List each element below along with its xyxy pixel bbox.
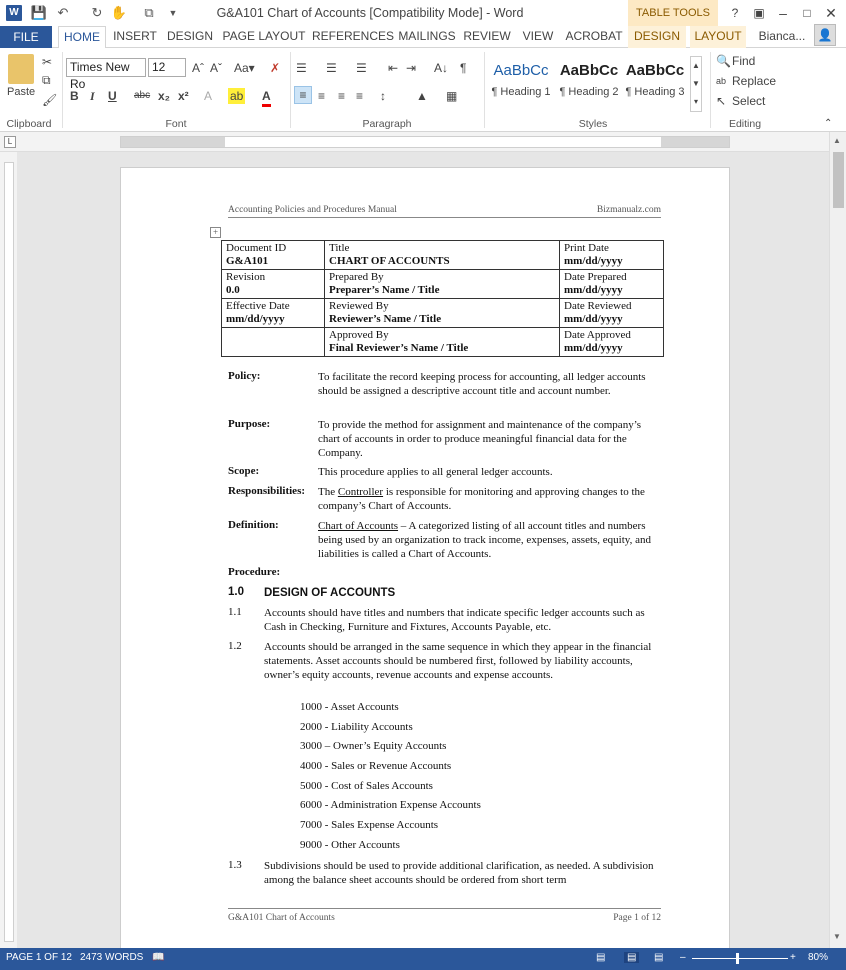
table-tools-label: TABLE TOOLS [628,0,718,26]
style-sample: AaBbCc [493,62,549,79]
def-post: – A categorized listing of all account titles and numbers being used by an organization to track income, expenses, assets, equity, and liabilities is called a Chart of Accounts. [318,520,651,560]
cell-label: Date Prepared [564,271,627,283]
numbering-icon[interactable]: ☰ [326,61,337,75]
account-item: 7000 - Sales Expense Accounts [300,819,439,831]
scroll-up-icon[interactable]: ▲ [833,136,841,145]
account-item: 3000 – Owner’s Equity Accounts [300,740,447,752]
item-text: Accounts should be arranged in the same sequence in which they appear in the financial statements. Asset accounts should be numbered first, followed by liability accounts, owner’s equity accounts, revenue accounts and expense accounts. [264,641,652,681]
user-account[interactable]: Bianca... [758,29,806,43]
purpose-text: To provide the method for assignment and maintenance of the company’s chart of accounts in order to produce meaningful financial data for the Company. [318,419,642,459]
web-layout-icon[interactable]: ▤ [654,952,664,963]
save-icon[interactable]: 💾 [30,5,48,20]
cell-label: Print Date [564,242,609,254]
find-icon[interactable]: 🔍 [716,54,731,68]
cell-label: Revision [226,271,266,283]
document-page[interactable] [120,167,730,948]
cell-label: Title [329,242,350,254]
window-title: G&A101 Chart of Accounts [Compatibility Mode] - Word [216,6,524,20]
ribbon-tabs [0,26,846,48]
replace-button[interactable]: Replace [732,74,777,88]
responsibilities-text [318,485,663,513]
chart-of-accounts-term: Chart of Accounts [318,520,399,532]
styles-more-icon[interactable]: ▲ ▼ ▾ [690,56,702,112]
account-item: 6000 - Administration Expense Accounts [300,799,481,811]
style-name: ¶ Heading 2 [559,86,619,98]
item-number: 1.2 [228,640,242,652]
style-sample: AaBbCc [559,62,619,79]
cell-value: mm/dd/yyyy [564,284,623,296]
definition-text [318,519,663,561]
tab-home[interactable]: HOME [58,26,106,49]
copy-icon[interactable]: ⧉ [42,73,51,87]
cell-label: Reviewed By [329,300,389,312]
cell-label: Date Reviewed [564,300,632,312]
zoom-out-icon[interactable]: – [680,952,686,963]
table-cell[interactable] [222,270,325,299]
status-bar [0,948,846,970]
tab-acrobat[interactable]: ACROBAT [565,29,623,43]
customize-qat-icon[interactable]: ▼ [168,8,178,18]
title-bar [0,0,846,26]
item-number: 1.3 [228,859,242,871]
superscript-icon[interactable]: x² [178,89,189,103]
find-button[interactable]: Find [732,54,756,68]
document-info-table [221,240,664,357]
tab-table-design[interactable]: DESIGN [628,26,686,48]
italic-icon[interactable]: I [90,89,95,103]
section-number: 1.0 [228,586,244,598]
select-button[interactable]: Select [732,94,766,108]
table-cell[interactable] [560,328,664,357]
close-icon[interactable]: ✕ [825,5,837,21]
cell-value: mm/dd/yyyy [564,255,623,267]
cell-value: mm/dd/yyyy [564,342,623,354]
cell-label: Date Approved [564,329,631,341]
scroll-down-icon[interactable]: ▼ [833,932,841,941]
maximize-icon[interactable]: □ [803,6,811,20]
footer-left: G&A101 Chart of Accounts [228,913,335,923]
clipboard-group-label: Clipboard [6,118,52,130]
table-cell[interactable] [222,299,325,328]
cell-label: Prepared By [329,271,384,283]
minimize-icon[interactable]: – [779,5,787,21]
footer-right: Page 1 of 12 [613,913,661,923]
align-left-icon[interactable]: ≡ [294,86,312,104]
cell-label: Effective Date [226,300,290,312]
bullets-icon[interactable]: ☰ [296,61,307,75]
cell-value: CHART OF ACCOUNTS [329,255,450,267]
header-right: Bizmanualz.com [596,205,661,215]
account-item: 9000 - Other Accounts [300,839,400,851]
account-item: 2000 - Liability Accounts [300,721,413,733]
scope-text: This procedure applies to all general ledger accounts. [318,466,553,478]
strikethrough-icon[interactable]: abc [134,90,151,101]
text-effects-icon[interactable]: A [204,89,213,103]
tab-table-layout[interactable]: LAYOUT [690,26,746,48]
style-sample: AaBbCc [625,62,685,79]
ribbon-display-icon[interactable]: ▣ [753,6,765,20]
cell-value: 0.0 [226,284,240,296]
multilevel-list-icon[interactable]: ☰ [356,61,367,75]
cell-value: Reviewer’s Name / Title [329,313,442,325]
horizontal-ruler[interactable] [0,132,846,152]
avatar[interactable]: 👤 [814,24,836,46]
responsibilities-label: Responsibilities: [228,485,306,497]
undo-icon[interactable]: ↶ [57,5,69,20]
table-cell[interactable] [325,241,560,270]
definition-label: Definition: [228,519,279,531]
cell-label: Document ID [226,242,287,254]
account-item: 4000 - Sales or Revenue Accounts [300,760,452,772]
account-item: 5000 - Cost of Sales Accounts [300,780,433,792]
policy-text: To facilitate the record keeping process for accounting, all ledger accounts should be assigned a descriptive account title and account number. [318,371,646,397]
format-painter-icon[interactable]: 🖌 [42,93,58,107]
subscript-icon[interactable]: x₂ [158,89,171,103]
ribbon [0,48,846,132]
scroll-thumb[interactable] [833,152,844,208]
proofing-icon[interactable]: 📖 [152,952,165,963]
font-color-icon[interactable]: A [262,88,271,107]
table-cell[interactable] [222,328,325,357]
tab-mailings[interactable]: MAILINGS [398,29,456,43]
tab-insert[interactable]: INSERT [113,29,157,43]
sort-icon[interactable]: A↓ [434,61,449,75]
table-cell[interactable] [560,299,664,328]
font-name-combo[interactable]: Times New Ro [66,58,146,77]
font-size-combo[interactable]: 12 [148,58,186,77]
style-heading-1[interactable] [488,56,554,112]
item-number: 1.1 [228,606,242,618]
document-area[interactable] [17,152,829,948]
bold-icon[interactable]: B [70,89,79,103]
tab-references[interactable]: REFERENCES [312,29,395,43]
zoom-slider[interactable] [692,958,788,959]
decrease-indent-icon[interactable]: ⇤ [388,61,399,75]
section-title: DESIGN OF ACCOUNTS [264,587,396,599]
cut-icon[interactable]: ✂ [42,55,53,69]
style-heading-2[interactable] [556,56,622,112]
table-move-handle-icon[interactable]: + [210,227,221,238]
align-right-icon[interactable]: ≡ [338,89,346,103]
font-group-label: Font [165,118,187,130]
zoom-in-icon[interactable]: + [790,952,796,963]
item-text: Subdivisions should be used to provide additional clarification, as needed. A subdivision among the balance sheet accounts should be ordered from short term [264,860,654,886]
table-cell[interactable] [325,299,560,328]
policy-label: Policy: [228,370,261,382]
cell-label: Approved By [329,329,389,341]
clear-format-icon[interactable]: ✗ [270,61,281,75]
highlight-icon[interactable]: ab [230,89,244,103]
style-name: ¶ Heading 3 [625,86,685,98]
print-layout-icon[interactable]: ▤ [624,952,639,963]
account-item: 1000 - Asset Accounts [300,701,399,713]
shading-icon[interactable]: ▲ [416,89,428,103]
redo-icon[interactable]: ↻ [91,5,103,20]
justify-icon[interactable]: ≡ [356,89,364,103]
grow-font-icon[interactable]: Aˆ [192,61,204,75]
page-count[interactable]: PAGE 1 OF 12 [6,952,72,963]
style-name: ¶ Heading 1 [491,86,551,98]
paste-button[interactable]: Paste [7,86,36,98]
resp-pre: The [318,486,338,498]
word-count[interactable]: 2473 WORDS [80,952,144,963]
vertical-scrollbar[interactable] [829,132,846,948]
table-cell[interactable] [560,270,664,299]
change-case-icon[interactable]: Aa▾ [234,61,255,75]
copy-format-icon[interactable]: ⧉ [144,5,154,20]
tab-file[interactable]: FILE [0,26,52,48]
zoom-slider-thumb[interactable] [736,953,739,964]
shrink-font-icon[interactable]: Aˇ [210,61,222,75]
word-app-icon[interactable]: W [6,5,22,21]
tab-design[interactable]: DESIGN [166,29,213,43]
tab-review[interactable]: REVIEW [463,29,511,43]
table-cell[interactable] [325,270,560,299]
align-center-icon[interactable]: ≡ [318,89,326,103]
purpose-label: Purpose: [228,418,271,430]
borders-icon[interactable]: ▦ [446,89,458,103]
table-cell[interactable] [560,241,664,270]
zoom-level[interactable]: 80% [808,952,829,963]
replace-icon[interactable]: ab [716,76,727,86]
help-button[interactable]: ? [731,6,739,20]
read-mode-icon[interactable]: ▤ [596,952,606,963]
underline-icon[interactable]: U [108,89,117,103]
tab-view[interactable]: VIEW [522,29,554,43]
select-icon[interactable]: ↖ [716,94,727,108]
scope-label: Scope: [228,465,260,477]
styles-group-label: Styles [578,118,608,130]
resp-post: is responsible for monitoring and approving changes to the company’s Chart of Accounts. [318,486,645,512]
table-cell[interactable] [222,241,325,270]
paste-icon[interactable] [8,54,34,84]
table-cell[interactable] [325,328,560,357]
tab-selector-icon[interactable]: L [4,136,16,148]
item-text: Accounts should have titles and numbers that indicate specific ledger accounts such as Cash in Checking, Furniture and Fixtures, Accounts Payable, etc. [264,607,645,633]
paragraph-group-label: Paragraph [362,118,412,130]
cell-value: Preparer’s Name / Title [329,284,440,296]
line-spacing-icon[interactable]: ↕ [380,89,386,103]
cell-value: Final Reviewer’s Name / Title [329,342,469,354]
procedure-label: Procedure: [228,566,281,578]
vertical-ruler[interactable] [0,152,17,948]
increase-indent-icon[interactable]: ⇥ [406,61,417,75]
touch-mode-icon[interactable]: ✋ [110,5,128,20]
show-marks-icon[interactable]: ¶ [460,61,467,75]
cell-value: G&A101 [226,255,269,267]
cell-value: mm/dd/yyyy [226,313,285,325]
editing-group-label: Editing [728,118,762,130]
style-heading-3[interactable] [622,56,688,112]
header-left: Accounting Policies and Procedures Manual [228,205,397,215]
controller-term: Controller [337,486,384,498]
collapse-ribbon-icon[interactable]: ⌃ [824,118,833,129]
tab-page-layout[interactable]: PAGE LAYOUT [222,29,306,43]
cell-value: mm/dd/yyyy [564,313,623,325]
